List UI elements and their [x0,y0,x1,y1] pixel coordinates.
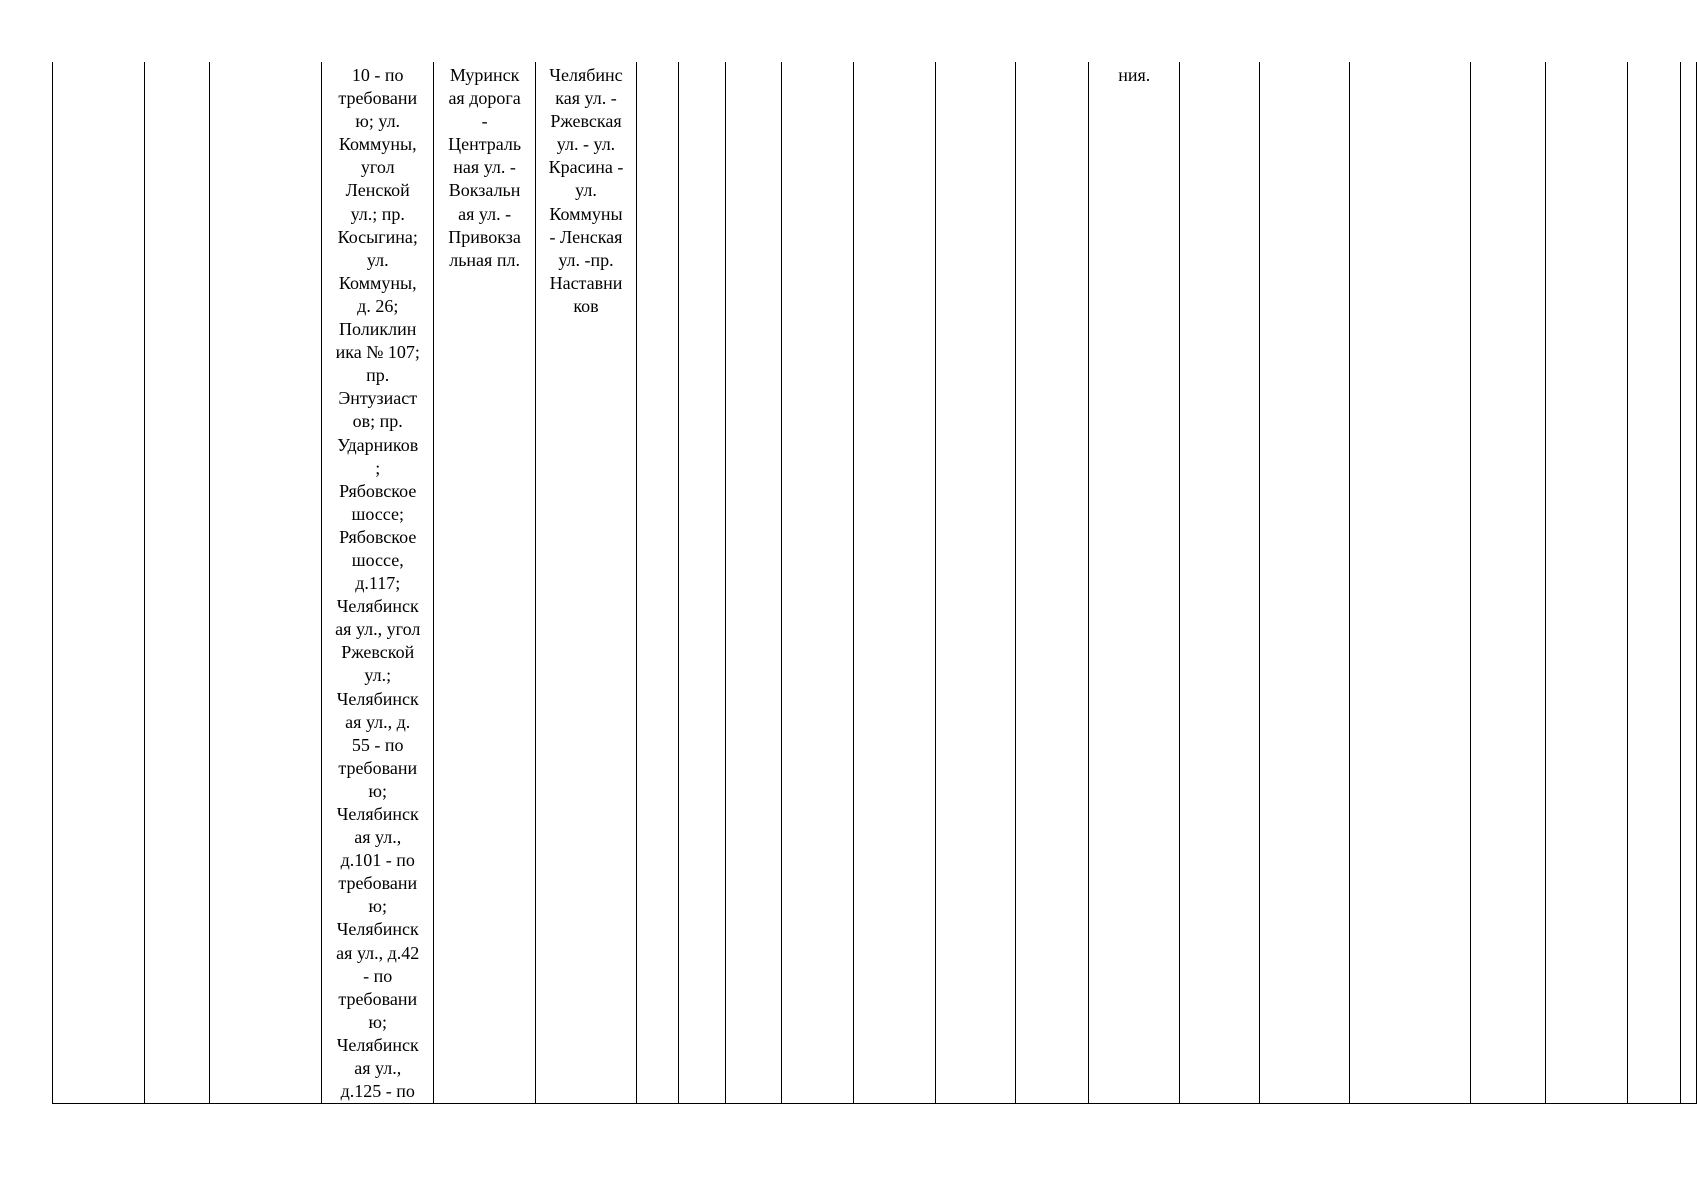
cell-text [1350,62,1470,64]
table-cell-col-16 [1259,62,1349,1104]
table-cell-col-20 [1628,62,1681,1104]
table-cell-col-2 [145,62,210,1104]
table-cell-col-9 [725,62,782,1104]
document-table [52,62,1697,1104]
table-cell-col-8 [678,62,725,1104]
table-cell-col-15 [1180,62,1259,1104]
cell-text [1681,62,1696,64]
table-cell-col-18 [1471,62,1545,1104]
table-cell-route-backward [535,62,636,1104]
cell-text [1260,62,1349,64]
cell-text [1471,62,1544,64]
cell-text [1628,62,1680,64]
cell-text [53,62,144,64]
route-backward-text: Челябинс кая ул. - Ржевская ул. - ул. Красина - ул. Коммуны - Ленская ул. -пр. Наставни ков [548,65,624,316]
cell-text [726,62,782,64]
table-cell-col-7 [637,62,679,1104]
cell-text [936,62,1014,64]
table-cell-col-12 [936,62,1015,1104]
table-cell-stops [322,62,434,1104]
table-row [53,62,1697,1104]
route-forward-text: Муринск ая дорога - Централь ная ул. - Вокзальн ая ул. - Привокза льная пл. [448,65,522,270]
cell-text [637,62,678,64]
cell-text [782,62,853,64]
table-cell-col-3 [209,62,321,1104]
table-cell-col-1 [53,62,145,1104]
cell-text [1546,62,1627,64]
cell-text: ния. [1118,65,1151,85]
table-cell-col-21 [1680,62,1696,1104]
table-cell-route-forward [434,62,535,1104]
table-cell-col-10 [782,62,854,1104]
table-cell-col-17 [1350,62,1471,1104]
table-cell-col-19 [1545,62,1627,1104]
cell-text [210,62,321,64]
table-cell-col-14 [1089,62,1180,1104]
table-cell-col-11 [853,62,935,1104]
cell-text [1180,62,1258,64]
cell-text [679,62,725,64]
cell-text [854,62,935,64]
cell-text [1016,62,1088,64]
cell-text [145,62,209,64]
stops-text: 10 - по требовани ю; ул. Коммуны, угол Ленской ул.; пр. Косыгина; ул. Коммуны, д. 26; Поликлин ика № 107; пр. Энтузиаст ов; пр. Ударников ; Рябовское шоссе; Рябовское шоссе, д.117; Челябинск ая ул., угол Ржевской ул.; Челябинск ая ул., д. 55 - по требовани ю; Челябинск ая ул., д.101 - по требовани ю; Челябинск ая ул., д.42 - по требовани ю; Челябинск ая ул., д.125 - по [335,65,421,1102]
table-cell-col-13 [1015,62,1088,1104]
